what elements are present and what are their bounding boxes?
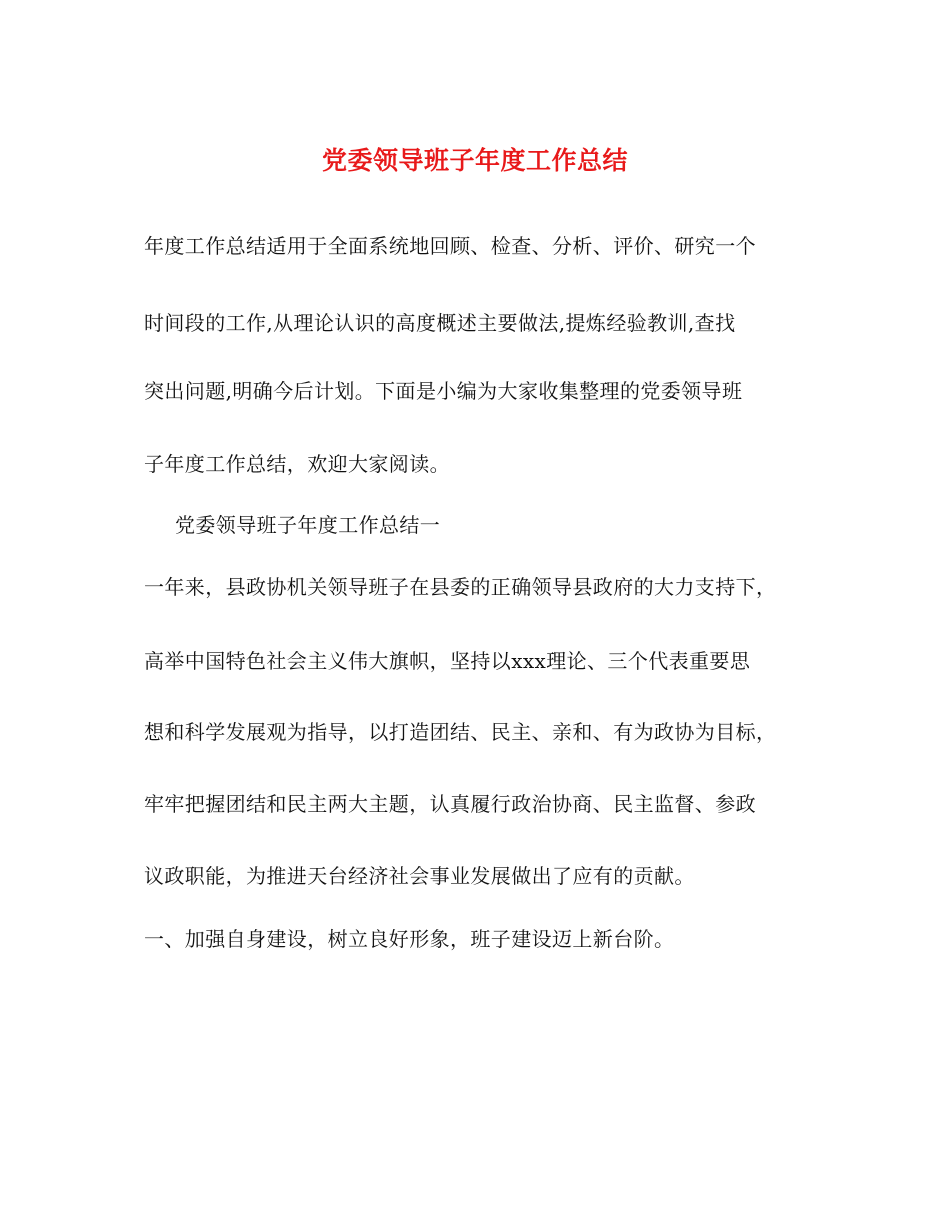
body-line-4: 牢牢把握团结和民主两大主题，认真履行政治协商、民主监督、参政 xyxy=(144,792,756,816)
body-line-1: 一年来，县政协机关领导班子在县委的正确领导县政府的大力支持下， xyxy=(144,575,777,599)
body-line-2: 高举中国特色社会主义伟大旗帜，坚持以xxx理论、三个代表重要思 xyxy=(144,649,751,673)
subheading: 一、加强自身建设，树立良好形象，班子建设迈上新台阶。 xyxy=(144,927,675,951)
body-line-3: 想和科学发展观为指导，以打造团结、民主、亲和、有为政协为目标， xyxy=(144,720,777,744)
intro-line-3: 突出问题,明确今后计划。下面是小编为大家收集整理的党委领导班 xyxy=(144,379,743,403)
intro-line-4: 子年度工作总结，欢迎大家阅读。 xyxy=(144,452,450,476)
intro-line-1: 年度工作总结适用于全面系统地回顾、检查、分析、评价、研究一个 xyxy=(144,234,756,258)
document-title: 党委领导班子年度工作总结 xyxy=(321,146,628,175)
body-line-5: 议政职能，为推进天台经济社会事业发展做出了应有的贡献。 xyxy=(144,864,695,888)
section-heading: 党委领导班子年度工作总结一 xyxy=(175,513,441,537)
intro-line-2: 时间段的工作,从理论认识的高度概述主要做法,提炼经验教训,查找 xyxy=(144,311,736,335)
